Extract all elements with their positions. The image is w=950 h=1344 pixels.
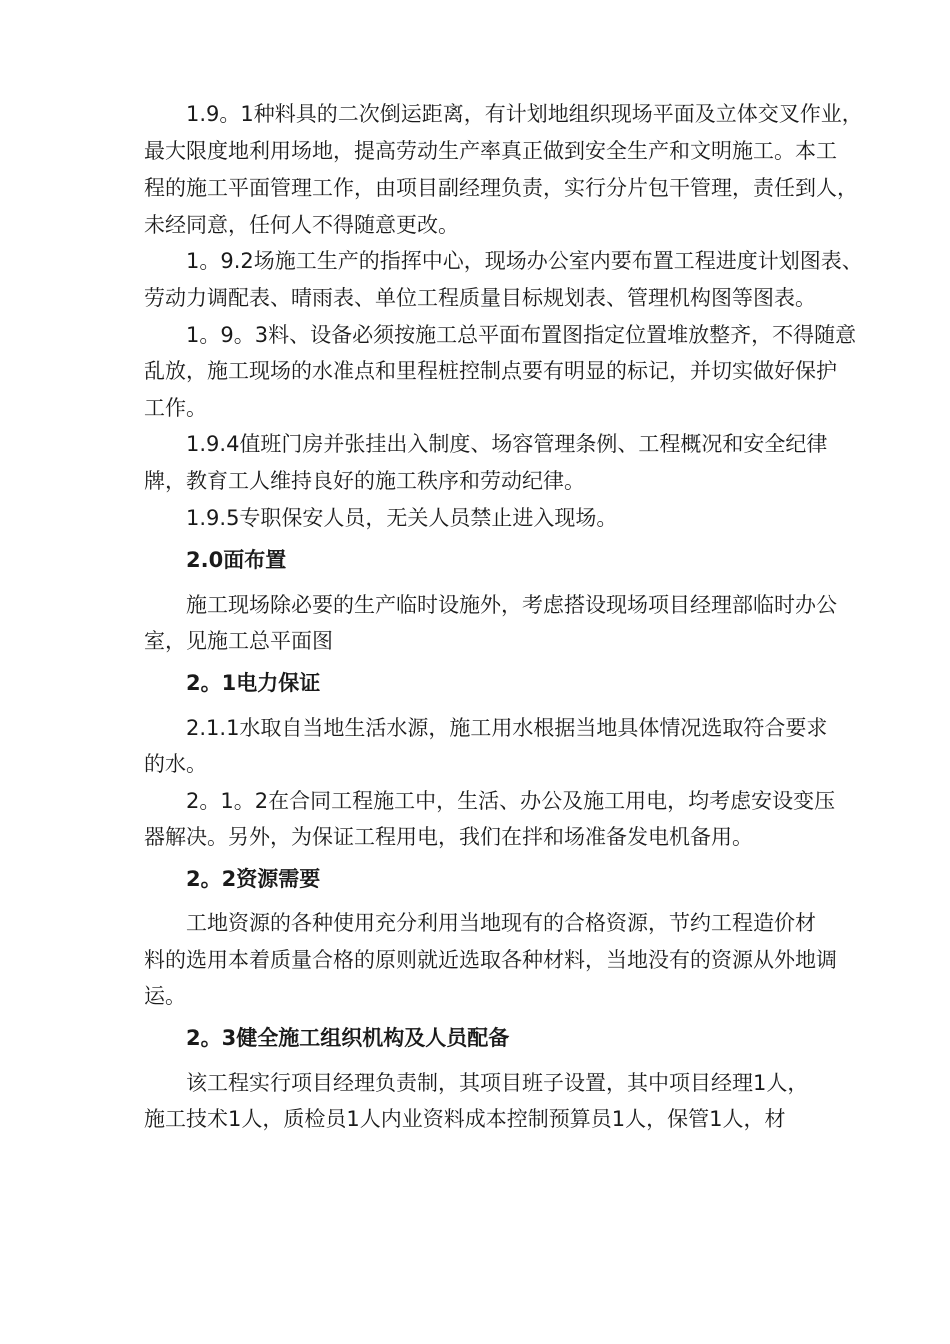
- section-heading: 2.0面布置: [186, 548, 287, 572]
- paragraph-line: 室，见施工总平面图: [144, 629, 333, 653]
- paragraph-line: 运。: [144, 984, 186, 1008]
- paragraph-line: 料的选用本着质量合格的原则就近选取各种材料，当地没有的资源从外地调: [144, 948, 837, 972]
- paragraph-line: 2.1.1水取自当地生活水源，施工用水根据当地具体情况选取符合要求: [186, 716, 828, 740]
- paragraph-line: 劳动力调配表、晴雨表、单位工程质量目标规划表、管理机构图等图表。: [144, 286, 816, 310]
- paragraph-line: 工地资源的各种使用充分利用当地现有的合格资源，节约工程造价材: [186, 911, 816, 935]
- paragraph-line: 工作。: [144, 396, 207, 420]
- paragraph-line: 1。9.2场施工生产的指挥中心，现场办公室内要布置工程进度计划图表、: [186, 249, 863, 273]
- paragraph-line: 1。9。3料、设备必须按施工总平面布置图指定位置堆放整齐，不得随意: [186, 323, 857, 347]
- paragraph-line: 2。1。2在合同工程施工中，生活、办公及施工用电，均考虑安设变压: [186, 789, 836, 813]
- paragraph-line: 最大限度地利用场地，提高劳动生产率真正做到安全生产和文明施工。本工: [144, 139, 837, 163]
- paragraph-line: 1.9.5专职保安人员，无关人员禁止进入现场。: [186, 506, 618, 530]
- paragraph-line: 1.9.4值班门房并张挂出入制度、场容管理条例、工程概况和安全纪律: [186, 432, 828, 456]
- paragraph-line: 1.9。1种料具的二次倒运距离，有计划地组织现场平面及立体交叉作业，: [186, 102, 863, 126]
- paragraph-line: 器解决。另外，为保证工程用电，我们在拌和场准备发电机备用。: [144, 825, 753, 849]
- paragraph-line: 施工技术1人，质检员1人内业资料成本控制预算员1人，保管1人，材: [144, 1107, 786, 1131]
- paragraph-line: 程的施工平面管理工作，由项目副经理负责，实行分片包干管理，责任到人，: [144, 176, 858, 200]
- section-heading: 2。2资源需要: [186, 867, 321, 891]
- paragraph-line: 牌，教育工人维持良好的施工秩序和劳动纪律。: [144, 469, 585, 493]
- section-heading: 2。1电力保证: [186, 671, 321, 695]
- paragraph-line: 的水。: [144, 752, 207, 776]
- paragraph-line: 施工现场除必要的生产临时设施外，考虑搭设现场项目经理部临时办公: [186, 593, 837, 617]
- paragraph-line: 该工程实行项目经理负责制，其项目班子设置，其中项目经理1人，: [186, 1071, 809, 1095]
- paragraph-line: 乱放，施工现场的水准点和里程桩控制点要有明显的标记，并切实做好保护: [144, 359, 837, 383]
- section-heading: 2。3健全施工组织机构及人员配备: [186, 1026, 510, 1050]
- paragraph-line: 未经同意，任何人不得随意更改。: [144, 213, 459, 237]
